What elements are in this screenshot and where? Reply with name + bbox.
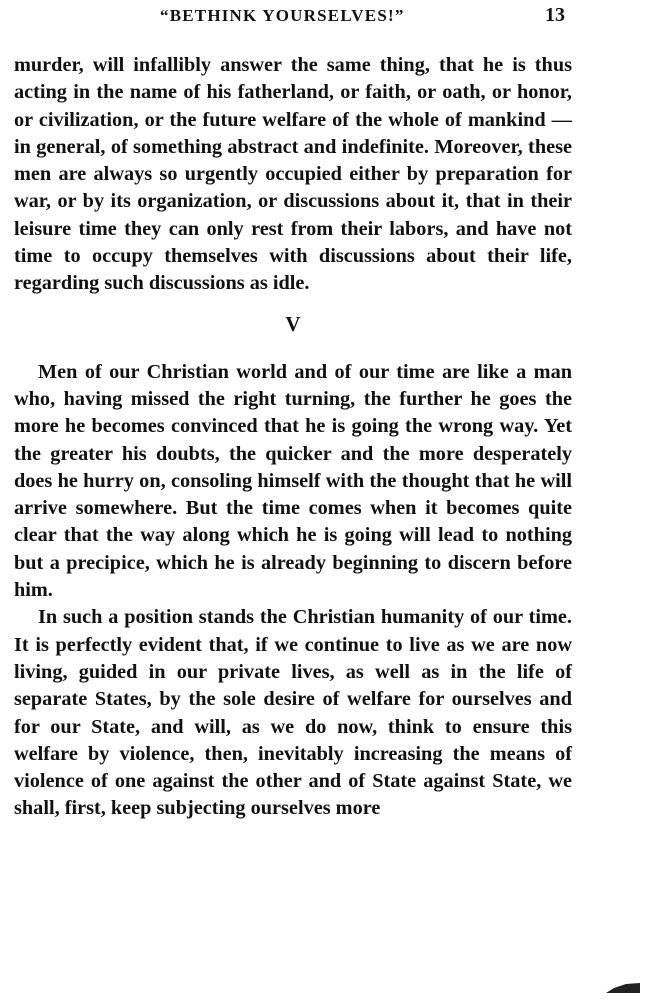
- paragraph-men-of-our-christian-world: Men of our Christian world and of our time are like a man who, having missed the right turning, the further he goes the more he becomes convinced that he is going the wrong way. Yet the greater his doubts, the quicker and the more desperately does he hurry on, consoling himself with the thought that he will arrive somewhere. But the time comes when it becomes quite clear that the way along which he is going will lead to nothing but a precipice, which he is already beginning to discern before him.: [14, 360, 572, 602]
- running-title: “BETHINK YOURSELVES!”: [160, 6, 405, 25]
- page-body: [14, 52, 572, 823]
- paragraph-in-such-a-position: In such a position stands the Christian humanity of our time. It is perfectly evident that, if we continue to live as we are now living, guided in our private lives, as well as in the life of separate States, by the sole desire of welfare for ourselves and for our State, and will, as we do now, think to ensure this welfare by violence, then, inevitably increasing the means of violence of one against the other and of State against State, we shall, first, keep subjecting ourselves more: [14, 606, 572, 820]
- paragraph-continued: murder, will infallibly answer the same thing, that he is thus acting in the name of his fatherland, or faith, or oath, or honor, or civilization, or the future welfare of the whole of mankind — in general, of something abstract and indefinite. Moreover, these men are always so urgently occupied either by preparation for war, or by its organization, or discussions about it, that in their leisure time they can only rest from their labors, and have not time to occupy themselves with discussions about their life, regarding such discussions as idle.: [14, 54, 572, 295]
- page-number: 13: [545, 4, 565, 26]
- section-heading: V: [285, 311, 301, 336]
- page-header: [0, 4, 646, 28]
- page-corner-mark: [606, 983, 640, 993]
